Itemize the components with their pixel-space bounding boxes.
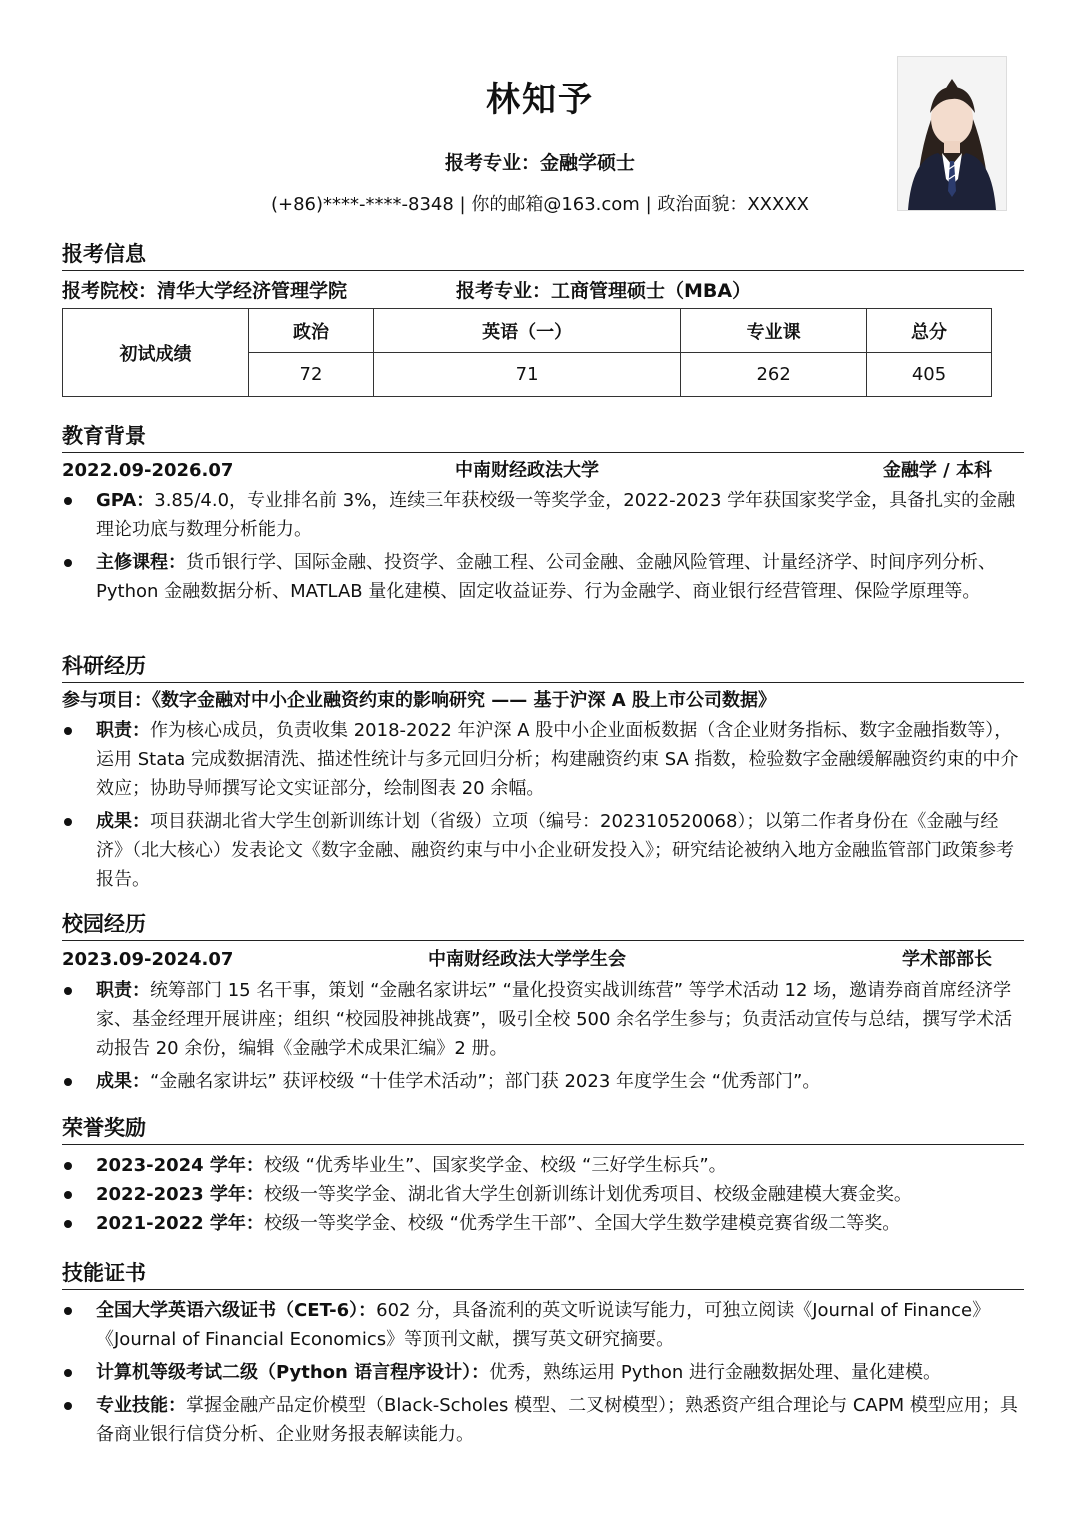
bullet-dot [64,1162,72,1170]
section-campus-title: 校园经历 [62,910,1024,941]
score-header-english: 英语（一） [373,309,680,353]
item-label: 职责： [96,720,150,741]
skills-list [62,1296,1024,1449]
target-school: 报考院校：清华大学经济管理学院 [62,280,348,302]
list-item [62,1151,1024,1180]
score-table [62,308,992,397]
item-text: “金融名家讲坛” 获评校级 “十佳学术活动”；部门获 2023 年度学生会 “优秀部门”。 [150,1071,821,1092]
campus-header [62,947,992,973]
bullet-dot [64,727,72,735]
list-item [62,976,1024,1063]
list-item [62,1391,1024,1449]
score-major: 262 [681,353,867,397]
bullet-dot [64,818,72,826]
education-header [62,458,992,484]
item-text: 作为核心成员，负责收集 2018-2022 年沪深 A 股中小企业面板数据（含企业财务指标、数字金融指数等），运用 Stata 完成数据清洗、描述性统计与多元回归分析；构建融资约束 SA 指数，检验数字金融缓解融资约束的中介效应；协助导师撰写论文实证部分，绘制图表 20 余幅。 [96,720,1019,799]
bullet-dot [64,559,72,567]
honors-list [62,1151,1024,1238]
list-item [62,486,1024,544]
education-period: 2022.09-2026.07 [62,460,234,481]
item-text: 货币银行学、国际金融、投资学、金融工程、公司金融、金融风险管理、计量经济学、时间序列分析、Python 金融数据分析、MATLAB 量化建模、固定收益证券、行为金融学、商业银行经营管理、保险学原理等。 [96,552,996,602]
item-label: 专业技能： [96,1395,186,1416]
score-header-major: 专业课 [681,309,867,353]
score-header-total: 总分 [867,309,992,353]
score-total: 405 [867,353,992,397]
campus-list [62,976,1024,1096]
list-item [62,1180,1024,1209]
candidate-name: 林知予 [486,80,594,120]
target-program: 报考专业：工商管理硕士（MBA） [456,280,752,302]
item-text: 602 分，具备流利的英文听说读写能力，可独立阅读《Journal of Finance》《Journal of Financial Economics》等顶刊文献，撰写英文研究摘要。 [96,1300,991,1350]
list-item [62,1296,1024,1354]
item-label: 主修课程： [96,552,186,573]
contact-line: (+86)****-****-8348 | 你的邮箱@163.com | 政治面貌：XXXXX [270,194,810,215]
bullet-dot [64,1402,72,1410]
item-text: 校级一等奖学金、湖北省大学生创新训练计划优秀项目、校级金融建模大赛金奖。 [263,1184,912,1205]
bullet-dot [64,1078,72,1086]
campus-period: 2023.09-2024.07 [62,949,234,970]
list-item [62,548,1024,606]
campus-org: 中南财经政法大学学生会 [428,949,626,970]
score-row-label: 初试成绩 [63,309,249,397]
item-text: 校级 “优秀毕业生”、国家奖学金、校级 “三好学生标兵”。 [263,1155,727,1176]
research-project: 参与项目：《数字金融对中小企业融资约束的影响研究 —— 基于沪深 A 股上市公司数据》 [62,690,776,711]
item-label: 2022-2023 学年： [96,1184,264,1205]
item-label: 成果： [96,1071,150,1092]
item-text: 3.85/4.0，专业排名前 3%，连续三年获校级一等奖学金，2022-2023 学年获国家奖学金，具备扎实的金融理论功底与数理分析能力。 [96,490,1016,540]
list-item [62,1067,1024,1096]
item-label: 2021-2022 学年： [96,1213,264,1234]
item-text: 优秀，熟练运用 Python 进行金融数据处理、量化建模。 [489,1362,941,1383]
campus-role: 学术部部长 [902,949,992,970]
score-politics: 72 [249,353,374,397]
section-skills-title: 技能证书 [62,1259,1024,1290]
portrait-illustration [898,57,1006,210]
item-label: 职责： [96,980,150,1001]
item-label: GPA： [96,490,155,511]
bullet-dot [64,1220,72,1228]
bullet-dot [64,987,72,995]
profile-photo [897,56,1007,211]
list-item [62,716,1024,803]
list-item [62,807,1024,894]
bullet-dot [64,1369,72,1377]
education-degree: 金融学 / 本科 [882,460,992,481]
section-education-title: 教育背景 [62,422,1024,453]
list-item [62,1209,1024,1238]
score-english: 71 [373,353,680,397]
list-item [62,1358,1024,1387]
item-label: 2023-2024 学年： [96,1155,264,1176]
target-major: 报考专业：金融学硕士 [444,152,635,174]
bullet-dot [64,1307,72,1315]
item-label: 计算机等级考试二级（Python 语言程序设计）： [96,1362,490,1383]
item-text: 校级一等奖学金、校级 “优秀学生干部”、全国大学生数学建模竞赛省级二等奖。 [263,1213,901,1234]
section-exam-title: 报考信息 [62,240,1024,271]
education-school: 中南财经政法大学 [455,460,599,481]
section-honors-title: 荣誉奖励 [62,1114,1024,1145]
score-header-politics: 政治 [249,309,374,353]
item-text: 掌握金融产品定价模型（Black-Scholes 模型、二叉树模型）；熟悉资产组合理论与 CAPM 模型应用；具备商业银行信贷分析、企业财务报表解读能力。 [96,1395,1018,1445]
section-research-title: 科研经历 [62,652,1024,683]
exam-target-line [62,276,752,303]
item-label: 全国大学英语六级证书（CET-6）： [96,1300,377,1321]
bullet-dot [64,497,72,505]
item-text: 项目获湖北省大学生创新训练计划（省级）立项（编号：202310520068）；以第二作者身份在《金融与经济》（北大核心）发表论文《数字金融、融资约束与中小企业研发投入》；研究结论被纳入地方金融监管部门政策参考报告。 [96,811,1014,890]
bullet-dot [64,1191,72,1199]
research-list [62,716,1024,894]
item-label: 成果： [96,811,150,832]
education-list [62,486,1024,606]
item-text: 统筹部门 15 名干事，策划 “金融名家讲坛” “量化投资实战训练营” 等学术活动 12 场，邀请券商首席经济学家、基金经理开展讲座；组织 “校园股神挑战赛”，吸引全校 500 余名学生参与；负责活动宣传与总结，撰写学术活动报告 20 余份，编辑《金融学术成果汇编》2 册。 [96,980,1013,1059]
